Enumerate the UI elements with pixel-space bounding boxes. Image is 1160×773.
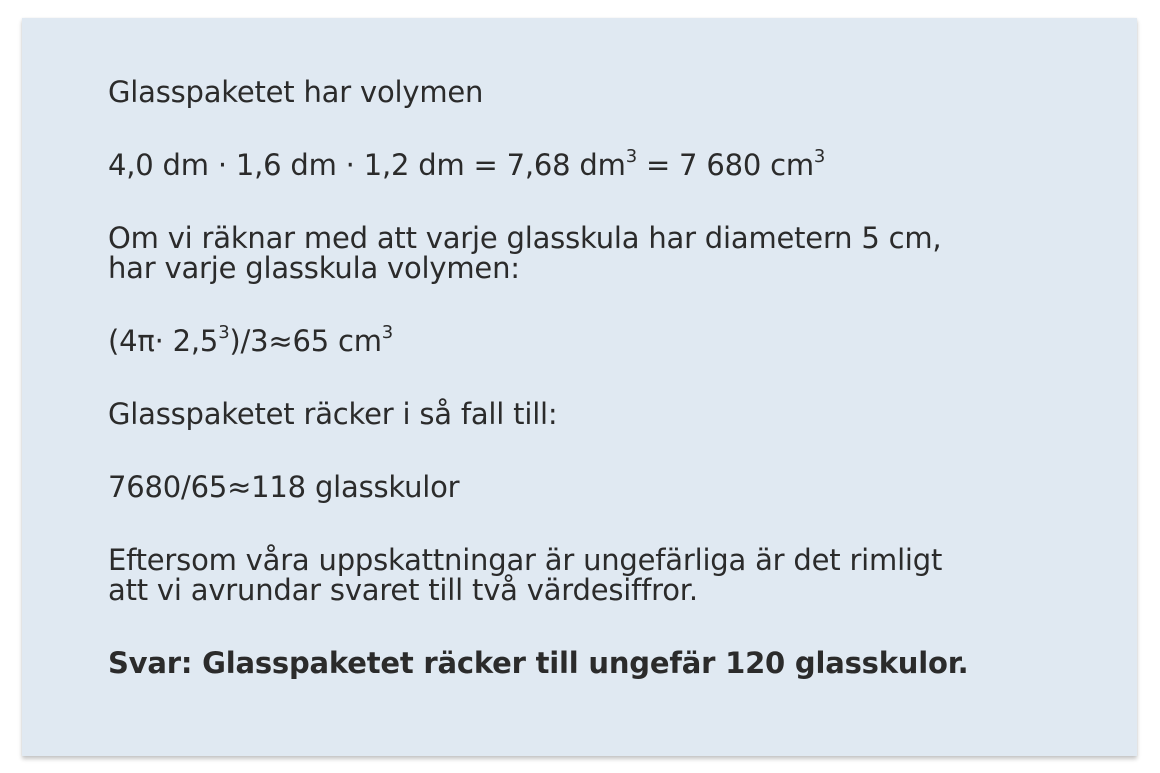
intro-text: Glasspaketet har volymen xyxy=(108,75,484,109)
rounding-line-2 xyxy=(108,574,1088,607)
solution-card xyxy=(22,18,1137,756)
volume-converted: = 7 680 cm xyxy=(636,148,814,182)
sphere-formula-result: )/3≈65 cm xyxy=(229,324,382,358)
exponent: 3 xyxy=(625,145,637,167)
count-text: 7680/65≈118 glasskulor xyxy=(108,470,460,504)
sphere-volume-formula xyxy=(108,321,1088,358)
rounding-text-2: att vi avrundar svaret till två värdesiffror. xyxy=(108,573,698,607)
volume-calculation xyxy=(108,145,1088,182)
assumption-text-2: har varje glasskula volymen: xyxy=(108,251,520,285)
exponent: 3 xyxy=(381,321,394,343)
volume-expression: 4,0 dm · 1,6 dm · 1,2 dm = 7,68 dm xyxy=(108,148,626,182)
rounding-text-1: Eftersom våra uppskattningar är ungefärliga är det rimligt xyxy=(108,543,943,577)
solution-text xyxy=(108,76,1088,680)
exponent: 3 xyxy=(813,145,826,167)
answer-line xyxy=(108,647,1088,680)
assumption-line-2 xyxy=(108,252,1088,285)
assumption-text-1: Om vi räknar med att varje glasskula har diametern 5 cm, xyxy=(108,221,942,255)
sphere-formula-part: (4π· 2,5 xyxy=(108,324,219,358)
answer-text: Svar: Glasspaketet räcker till ungefär 120 glasskulor. xyxy=(108,646,969,680)
enough-for-line xyxy=(108,398,1088,431)
enough-for-text: Glasspaketet räcker i så fall till: xyxy=(108,397,558,431)
intro-line xyxy=(108,76,1088,109)
exponent: 3 xyxy=(218,321,230,343)
count-calculation xyxy=(108,471,1088,504)
